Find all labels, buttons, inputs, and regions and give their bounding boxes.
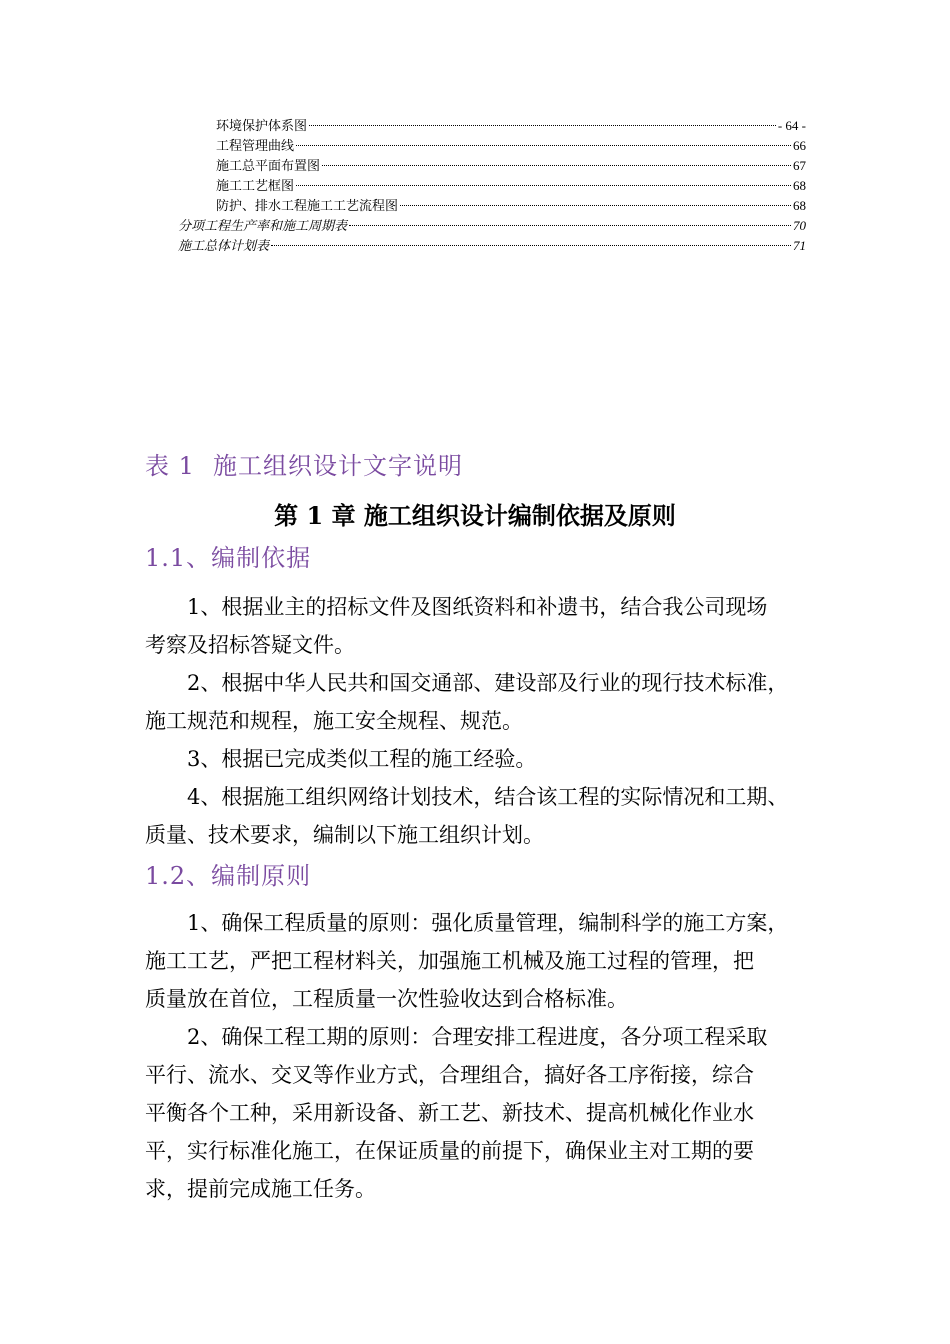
paragraph-line: 4、根据施工组织网络计划技术，结合该工程的实际情况和工期、 [187,785,789,809]
table-heading-title: 施工组织设计文字说明 [213,452,463,480]
paragraph [145,904,835,1018]
toc-entry[interactable] [216,156,806,176]
toc-entry-page: 68 [793,178,806,193]
toc-entry[interactable] [216,176,806,196]
toc-leader [309,125,776,126]
toc-entry-page: 70 [793,218,806,233]
toc-entry-title: 施工总体计划表 [178,239,270,254]
section-heading: 1.2、编制原则 [145,862,312,890]
paragraph [145,740,835,778]
paragraph [145,778,835,854]
toc-entry[interactable] [178,236,806,256]
paragraph-line: 质量放在首位，工程质量一次性验收达到合格标准。 [145,987,628,1011]
paragraph-line: 考察及招标答疑文件。 [145,633,355,657]
toc-leader [271,245,791,246]
section-heading: 1.1、编制依据 [145,544,312,572]
paragraph [145,588,835,664]
toc-entry-page: 71 [793,238,806,253]
toc-entry-page: 66 [793,138,806,153]
paragraph-line: 1、根据业主的招标文件及图纸资料和补遗书，结合我公司现场 [187,595,768,619]
toc-entry-page: 68 [793,198,806,213]
paragraph [145,664,835,740]
toc-entry[interactable] [216,136,806,156]
paragraph-line: 3、根据已完成类似工程的施工经验。 [187,747,537,771]
toc-leader [296,145,791,146]
toc-entry[interactable] [216,116,806,136]
paragraph-line: 2、根据中华人民共和国交通部、建设部及行业的现行技术标准， [187,671,789,695]
paragraph-line: 施工规范和规程，施工安全规程、规范。 [145,709,523,733]
toc-entry-page: 67 [793,158,806,173]
paragraph-line: 平行、流水、交叉等作业方式，合理组合，搞好各工序衔接，综合 [145,1063,754,1087]
toc-entry-title: 防护、排水工程施工工艺流程图 [216,199,399,214]
toc-entry-title: 工程管理曲线 [216,139,295,154]
paragraph-line: 施工工艺，严把工程材料关，加强施工机械及施工过程的管理，把 [145,949,754,973]
paragraph-line: 平衡各个工种，采用新设备、新工艺、新技术、提高机械化作业水 [145,1101,754,1125]
toc-entry-title: 施工总平面布置图 [216,159,321,174]
toc-leader [400,205,791,206]
paragraph [145,1018,835,1208]
paragraph-line: 质量、技术要求，编制以下施工组织计划。 [145,823,544,847]
paragraph-line: 1、确保工程质量的原则：强化质量管理，编制科学的施工方案， [187,911,789,935]
chapter-title: 第 1 章 施工组织设计编制依据及原则 [274,501,676,530]
paragraph-line: 平，实行标准化施工，在保证质量的前提下，确保业主对工期的要 [145,1139,754,1163]
toc-entry-title: 环境保护体系图 [216,119,308,134]
toc-entry[interactable] [216,196,806,216]
toc-entry-title: 施工工艺框图 [216,179,295,194]
paragraph-line: 2、确保工程工期的原则：合理安排工程进度，各分项工程采取 [187,1025,768,1049]
toc-entry-title: 分项工程生产率和施工周期表 [178,219,348,234]
table-heading [145,446,463,481]
toc-entry[interactable] [178,216,806,236]
toc-leader [349,225,791,226]
table-heading-number: 表 1 [145,452,195,480]
toc-leader [296,185,791,186]
toc-entry-page: - 64 - [777,118,806,133]
toc-leader [322,165,791,166]
paragraph-line: 求，提前完成施工任务。 [145,1177,376,1201]
